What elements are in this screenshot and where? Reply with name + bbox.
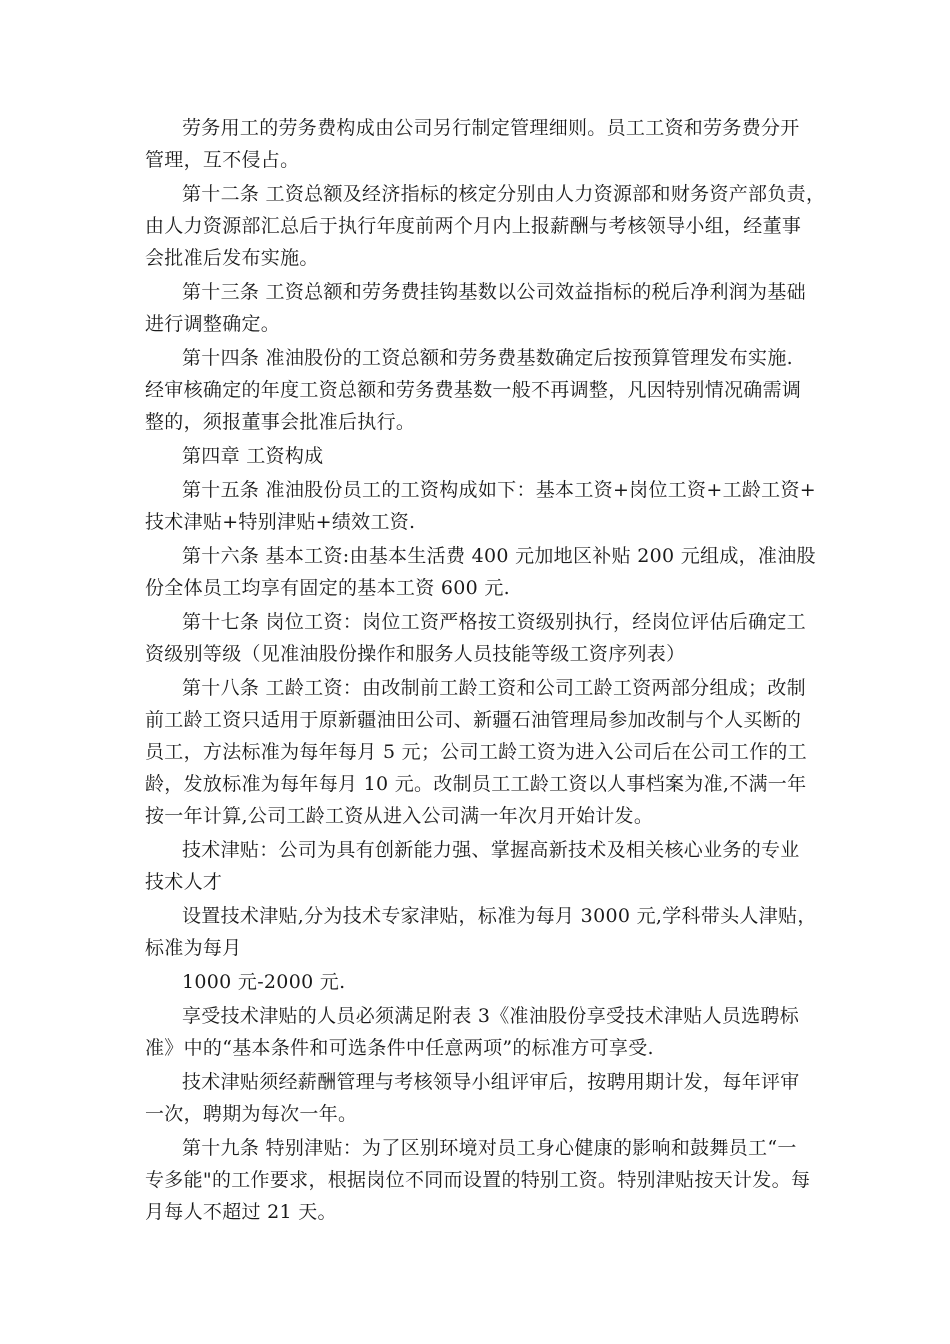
chapter-heading: 第四章 工资构成: [182, 445, 324, 467]
text-line: 第十四条 准油股份的工资总额和劳务费基数确定后按预算管理发布实施.: [182, 347, 793, 369]
text-line: 按一年计算,公司工龄工资从进入公司满一年次月开始计发。: [145, 805, 654, 827]
text-line: 标准为每月: [145, 937, 242, 959]
text-line: 第十五条 准油股份员工的工资构成如下：基本工资+岗位工资+工龄工资+: [182, 479, 817, 501]
text-line: 技术津贴：公司为具有创新能力强、掌握高新技术及相关核心业务的专业: [182, 839, 800, 861]
text-line: 月每人不超过 21 天。: [145, 1201, 337, 1223]
text-line: 员工，方法标准为每年每月 5 元；公司工龄工资为进入公司后在公司工作的工: [145, 741, 807, 763]
text-line: 进行调整确定。: [145, 313, 281, 335]
text-line: 享受技术津贴的人员必须满足附表 3《准油股份享受技术津贴人员选聘标: [182, 1005, 800, 1027]
text-line: 龄，发放标准为每年每月 10 元。改制员工工龄工资以人事档案为准,不满一年: [145, 773, 807, 795]
text-line: 由人力资源部汇总后于执行年度前两个月内上报薪酬与考核领导小组，经董事: [145, 215, 802, 237]
text-line: 劳务用工的劳务费构成由公司另行制定管理细则。员工工资和劳务费分开: [182, 117, 800, 139]
text-line: 整的，须报董事会批准后执行。: [145, 411, 416, 433]
text-line: 前工龄工资只适用于原新疆油田公司、新疆石油管理局参加改制与个人买断的: [145, 709, 802, 731]
text-line: 第十八条 工龄工资：由改制前工龄工资和公司工龄工资两部分组成；改制: [182, 677, 806, 699]
text-line: 一次，聘期为每次一年。: [145, 1103, 358, 1125]
text-line: 第十三条 工资总额和劳务费挂钩基数以公司效益指标的税后净利润为基础: [182, 281, 806, 303]
text-line: 第十六条 基本工资:由基本生活费 400 元加地区补贴 200 元组成，准油股: [182, 545, 816, 567]
text-line: 经审核确定的年度工资总额和劳务费基数一般不再调整，凡因特别情况确需调: [145, 379, 802, 401]
text-line: 第十七条 岗位工资：岗位工资严格按工资级别执行，经岗位评估后确定工: [182, 611, 806, 633]
text-line: 资级别等级（见准油股份操作和服务人员技能等级工资序列表）: [145, 643, 686, 665]
text-line: 准》中的“基本条件和可选条件中任意两项”的标准方可享受.: [145, 1037, 654, 1059]
text-line: 管理，互不侵占。: [145, 149, 300, 171]
text-line: 1000 元-2000 元.: [182, 971, 346, 993]
text-line: 第十二条 工资总额及经济指标的核定分别由人力资源部和财务资产部负责，: [182, 183, 826, 205]
text-line: 会批准后发布实施。: [145, 247, 319, 269]
text-line: 技术津贴+特别津贴+绩效工资.: [145, 511, 416, 533]
text-line: 份全体员工均享有固定的基本工资 600 元.: [145, 577, 510, 599]
text-line: 技术人才: [145, 871, 223, 893]
text-line: 设置技术津贴,分为技术专家津贴，标准为每月 3000 元,学科带头人津贴，: [182, 905, 817, 927]
text-line: 专多能"的工作要求，根据岗位不同而设置的特别工资。特别津贴按天计发。每: [145, 1169, 811, 1191]
text-line: 第十九条 特别津贴：为了区别环境对员工身心健康的影响和鼓舞员工“一: [182, 1137, 797, 1159]
text-line: 技术津贴须经薪酬管理与考核领导小组评审后，按聘用期计发，每年评审: [182, 1071, 800, 1093]
